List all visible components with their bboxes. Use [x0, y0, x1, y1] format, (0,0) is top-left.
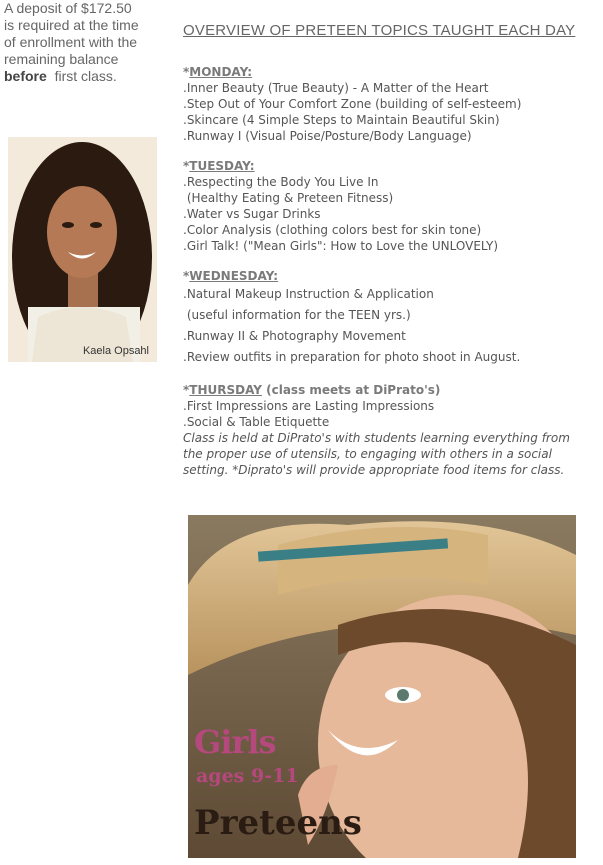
day-monday — [183, 64, 583, 144]
day-heading-text: MONDAY: — [189, 65, 253, 79]
overview-title: OVERVIEW OF PRETEEN TOPICS TAUGHT EACH DAY — [183, 22, 576, 39]
day-heading-text: WEDNESDAY: — [189, 269, 279, 283]
topic-item: (useful information for the TEEN yrs.) — [183, 308, 411, 322]
deposit-line: A deposit of $172.50 — [4, 0, 132, 16]
topic-item: .Girl Talk! ("Mean Girls": How to Love the UNLOVELY) — [183, 239, 498, 253]
day-thursday — [183, 382, 583, 478]
topic-item: .Runway II & Photography Movement — [183, 329, 406, 343]
deposit-line: is required at the time — [4, 17, 139, 33]
deposit-line — [4, 68, 144, 85]
poster-photo — [188, 515, 576, 858]
deposit-line: remaining balance — [4, 51, 119, 67]
deposit-line: of enrollment with the — [4, 34, 138, 50]
portrait-illustration — [8, 137, 157, 362]
day-heading: *THURSDAY (class meets at DiPrato's) — [183, 383, 441, 397]
day-tuesday — [183, 158, 583, 254]
topic-item: (Healthy Eating & Preteen Fitness) — [183, 191, 394, 205]
day-heading-note: (class meets at DiPrato's) — [261, 383, 441, 397]
day-heading-text: THURSDAY — [189, 383, 262, 397]
class-note: Class is held at DiPrato's with students learning everything from the proper use of utensils, to engaging with others in a social setting. *Diprato's will provide appropriate food items for class. — [183, 431, 570, 477]
topic-item: .Color Analysis (clothing colors best for skin tone) — [183, 223, 482, 237]
topic-item: .Natural Makeup Instruction & Application — [183, 287, 434, 301]
day-wednesday — [183, 268, 583, 368]
topic-item: .Inner Beauty (True Beauty) - A Matter of the Heart — [183, 81, 489, 95]
poster-preteens-label: Preteens — [194, 803, 362, 843]
topic-item: .Review outfits in preparation for photo shoot in August. — [183, 350, 521, 364]
photo-caption: Kaela Opsahl — [82, 345, 149, 357]
topic-item: .First Impressions are Lasting Impressions — [183, 399, 435, 413]
topic-item: .Step Out of Your Comfort Zone (building of self-esteem) — [183, 97, 522, 111]
topic-item: .Respecting the Body You Live In — [183, 175, 379, 189]
day-heading: *WEDNESDAY: — [183, 269, 279, 283]
topic-item: .Water vs Sugar Drinks — [183, 207, 321, 221]
topic-item: .Social & Table Etiquette — [183, 415, 330, 429]
day-heading: *MONDAY: — [183, 65, 253, 79]
portrait-photo — [8, 137, 157, 362]
topic-item: .Runway I (Visual Poise/Posture/Body Language) — [183, 129, 472, 143]
poster-ages-label: ages 9-11 — [196, 765, 299, 787]
deposit-bold-word: before — [4, 68, 47, 84]
day-heading: *TUESDAY: — [183, 159, 255, 173]
day-heading-text: TUESDAY: — [189, 159, 255, 173]
deposit-note — [4, 0, 144, 85]
poster-girls-label: Girls — [194, 723, 276, 761]
deposit-line-rest: first class. — [54, 68, 117, 84]
schedule — [183, 64, 583, 492]
topic-item: .Skincare (4 Simple Steps to Maintain Beautiful Skin) — [183, 113, 500, 127]
